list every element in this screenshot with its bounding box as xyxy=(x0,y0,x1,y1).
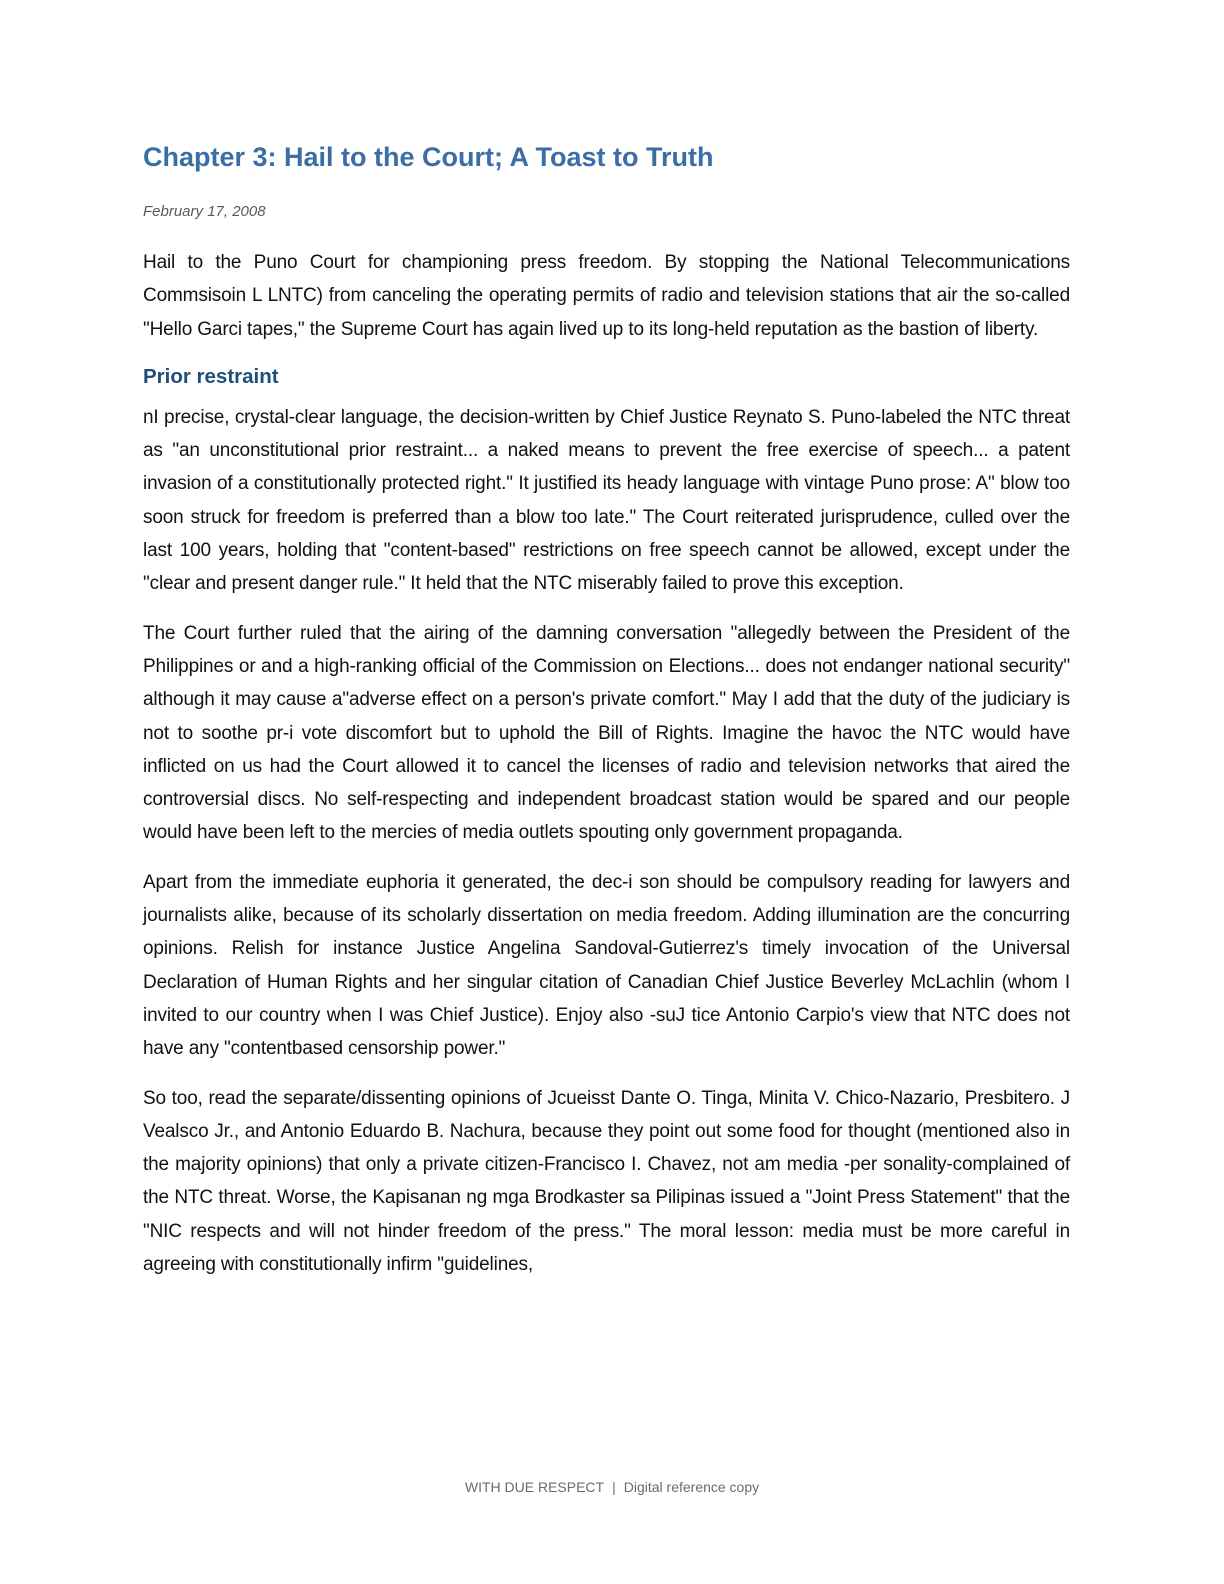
paragraph-concurring-opinions: Apart from the immediate euphoria it generated, the dec-i son should be compulsory reading for lawyers and journalists alike, because of its scholarly dissertation on media freedom. Adding illumination are the concurring opinions. Relish for instance Justice Angelina Sandoval-Gutierrez's timely invocation of the Universal Declaration of Human Rights and her singular citation of Canadian Chief Justice Beverley McLachlin (whom I invited to our country when I was Chief Justice). Enjoy also -suJ tice Antonio Carpio's view that NTC does not have any "contentbased censorship power." xyxy=(143,871,1070,1060)
footer-note: Digital reference copy xyxy=(623,1479,760,1495)
paragraph-dissenting-opinions: So too, read the separate/dissenting opinions of Jcueisst Dante O. Tinga, Minita V. Chico-Nazario, Presbitero. J Vealsco Jr., and Antonio Eduardo B. Nachura, because they point out some food for thought (mentioned also in the majority opinions) that only a private citizen-Francisco I. Chavez, not am media -per sonality-complained of the NTC threat. Worse, the Kapisanan ng mga Brodkaster sa Pilipinas issued a "Joint Press Statement" that the "NIC respects and will not hinder freedom of the press." The moral lesson: media must be more careful in agreeing with constitutionally infirm "guidelines, xyxy=(143,1087,1070,1276)
chapter-body xyxy=(143,246,1070,1297)
footer-title: WITH DUE RESPECT xyxy=(464,1479,605,1495)
footer-separator: | xyxy=(612,1479,616,1495)
section-heading-prior-restraint: Prior restraint xyxy=(143,364,279,388)
chapter-date: February 17, 2008 xyxy=(143,203,266,220)
paragraph-prior-restraint: nI precise, crystal-clear language, the decision-written by Chief Justice Reynato S. Puno-labeled the NTC threat as "an unconstitutional prior restraint... a naked means to prevent the free exercise of speech... a patent invasion of a constitutionally protected right." It justified its heady language with vintage Puno prose: A" blow too soon struck for freedom is preferred than a blow too late." The Court reiterated jurisprudence, culled over the last 100 years, holding that "content-based" restrictions on free speech cannot be allowed, except under the "clear and present danger rule." It held that the NTC miserably failed to prove this exception. xyxy=(143,406,1070,595)
page-footer xyxy=(0,1479,1224,1495)
paragraph-airing-ruling: The Court further ruled that the airing of the damning conversation "allegedly between the President of the Philippines or and a high-ranking official of the Commission on Elections... does not endanger national security" although it may cause a"adverse effect on a person's private comfort." May I add that the duty of the judiciary is not to soothe pr-i vote discomfort but to uphold the Bill of Rights. Imagine the havoc the NTC would have inflicted on us had the Court allowed it to cancel the licenses of radio and television networks that aired the controversial discs. No self-respecting and independent broadcast station would be spared and our people would have been left to the mercies of media outlets spouting only government propaganda. xyxy=(143,622,1070,844)
paragraph-intro: Hail to the Puno Court for championing press freedom. By stopping the National Telecommunications Commsisoin L LNTC) from canceling the operating permits of radio and television stations that air the so-called "Hello Garci tapes," the Supreme Court has again lived up to its long-held reputation as the bastion of liberty. xyxy=(143,252,1070,340)
chapter-title: Chapter 3: Hail to the Court; A Toast to Truth xyxy=(143,142,714,172)
